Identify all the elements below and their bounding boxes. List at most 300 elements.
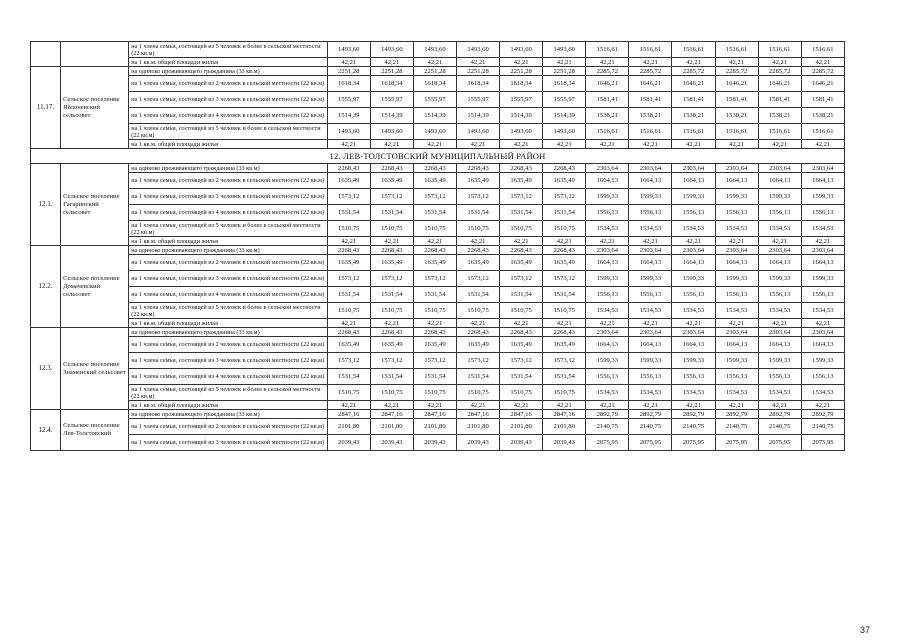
price-cell: 42,21	[543, 319, 586, 328]
row-description: на 1 члена семьи, состоящей из 3 человек в сельской местности (22 кв.м)	[129, 271, 327, 287]
table-row	[31, 67, 845, 76]
price-cell: 42,21	[715, 237, 758, 246]
price-cell: 2303,64	[629, 246, 672, 255]
price-cell: 1556,13	[715, 287, 758, 303]
price-cell: 1556,13	[629, 369, 672, 385]
price-cell: 1516,61	[801, 124, 844, 140]
row-description: на 1 члена семьи, состоящей из 3 человек в сельской местности (22 кв.м)	[129, 189, 327, 205]
price-cell: 2303,64	[715, 246, 758, 255]
row-description: на одиноко проживающего гражданина (33 кв.м)	[129, 246, 327, 255]
price-cell: 42,21	[500, 58, 543, 67]
price-cell: 1599,33	[758, 271, 801, 287]
row-description: на 1 члена семьи, состоящей из 4 человек в сельской местности (22 кв.м)	[129, 108, 327, 124]
table-row	[31, 221, 845, 237]
table-row	[31, 92, 845, 108]
price-cell: 1556,13	[801, 287, 844, 303]
price-cell: 1516,61	[801, 42, 844, 58]
table-row	[31, 246, 845, 255]
price-cell: 1531,54	[370, 205, 413, 221]
price-cell: 1493,60	[370, 124, 413, 140]
price-cell: 2847,16	[370, 410, 413, 419]
table-row	[31, 173, 845, 189]
price-cell: 42,21	[586, 319, 629, 328]
price-cell: 2251,28	[500, 67, 543, 76]
price-cell: 2303,64	[629, 328, 672, 337]
price-cell: 1664,13	[629, 255, 672, 271]
price-cell: 2268,43	[543, 164, 586, 173]
row-description: на 1 члена семьи, состоящей из 3 человек в сельской местности (22 кв.м)	[129, 435, 327, 451]
price-cell: 1556,13	[629, 287, 672, 303]
price-cell: 2847,16	[327, 410, 370, 419]
row-description: на 1 члена семьи, состоящей из 4 человек в сельской местности (22 кв.м)	[129, 369, 327, 385]
price-cell: 2268,43	[500, 164, 543, 173]
price-cell: 1635,49	[413, 337, 456, 353]
price-cell: 2039,43	[543, 435, 586, 451]
price-cell: 1534,53	[758, 385, 801, 401]
price-cell: 2075,95	[629, 435, 672, 451]
price-cell: 1556,13	[758, 205, 801, 221]
price-cell: 1635,49	[413, 173, 456, 189]
price-cell: 1664,13	[758, 337, 801, 353]
index-cell	[31, 42, 61, 67]
price-cell: 1516,61	[758, 124, 801, 140]
price-cell: 42,21	[629, 237, 672, 246]
index-cell: 12.2.	[31, 246, 61, 328]
table-row	[31, 124, 845, 140]
price-cell: 1514,39	[456, 108, 499, 124]
price-cell: 2140,75	[586, 419, 629, 435]
price-cell: 1573,12	[500, 353, 543, 369]
price-cell: 2039,43	[370, 435, 413, 451]
price-cell: 1493,60	[413, 124, 456, 140]
price-cell: 1538,21	[715, 108, 758, 124]
price-cell: 1510,75	[413, 303, 456, 319]
row-description: на 1 члена семьи, состоящей из 4 человек в сельской местности (22 кв.м)	[129, 205, 327, 221]
price-cell: 1534,53	[672, 385, 715, 401]
price-cell: 1534,53	[672, 303, 715, 319]
price-cell: 1493,60	[456, 42, 499, 58]
row-description: на 1 члена семьи, состоящей из 2 человек в сельской местности (22 кв.м)	[129, 255, 327, 271]
price-cell: 1618,34	[327, 76, 370, 92]
price-cell: 1534,53	[586, 385, 629, 401]
price-cell: 1599,33	[758, 353, 801, 369]
price-cell: 42,21	[543, 140, 586, 149]
section-title: 12. ЛЕВ-ТОЛСТОВСКИЙ МУНИЦИПАЛЬНЫЙ РАЙОН	[31, 149, 845, 164]
price-cell: 1514,39	[327, 108, 370, 124]
price-cell: 1516,61	[715, 42, 758, 58]
price-cell: 2268,43	[413, 164, 456, 173]
price-cell: 42,21	[586, 237, 629, 246]
row-description: на одиноко проживающего гражданина (33 кв.м)	[129, 164, 327, 173]
price-cell: 42,21	[543, 237, 586, 246]
price-cell: 1664,13	[586, 255, 629, 271]
price-cell: 1618,34	[500, 76, 543, 92]
price-cell: 1573,12	[327, 189, 370, 205]
price-cell: 2268,43	[327, 164, 370, 173]
price-table-sheet	[30, 41, 845, 589]
settlement-name-cell: Сельское поселение Гагаринский сельсовет	[61, 164, 129, 246]
price-cell: 1618,34	[370, 76, 413, 92]
price-cell: 42,21	[629, 140, 672, 149]
price-cell: 1635,49	[500, 173, 543, 189]
price-cell: 2268,43	[500, 328, 543, 337]
price-cell: 1664,13	[715, 337, 758, 353]
price-cell: 1556,13	[715, 205, 758, 221]
price-cell: 1635,49	[370, 173, 413, 189]
price-cell: 1538,21	[758, 108, 801, 124]
price-cell: 2285,72	[586, 67, 629, 76]
price-cell: 42,21	[456, 58, 499, 67]
price-cell: 1646,21	[715, 76, 758, 92]
price-cell: 1555,97	[543, 92, 586, 108]
price-cell: 1581,41	[586, 92, 629, 108]
price-cell: 1635,49	[327, 337, 370, 353]
index-cell: 11.17.	[31, 67, 61, 149]
price-cell: 1664,13	[801, 173, 844, 189]
price-cell: 1510,75	[413, 385, 456, 401]
price-cell: 1516,61	[629, 124, 672, 140]
price-cell: 42,21	[500, 237, 543, 246]
price-cell: 1514,39	[500, 108, 543, 124]
price-cell: 1556,13	[758, 287, 801, 303]
price-cell: 2251,28	[327, 67, 370, 76]
price-cell: 1664,13	[672, 337, 715, 353]
price-cell: 42,21	[672, 319, 715, 328]
price-cell: 42,21	[370, 140, 413, 149]
price-cell: 1664,13	[758, 173, 801, 189]
price-cell: 1581,41	[715, 92, 758, 108]
price-cell: 2268,43	[327, 328, 370, 337]
table-row	[31, 410, 845, 419]
price-cell: 1635,49	[370, 337, 413, 353]
price-cell: 42,21	[413, 58, 456, 67]
price-cell: 2268,43	[456, 246, 499, 255]
price-cell: 1531,54	[543, 205, 586, 221]
price-cell: 1531,54	[543, 287, 586, 303]
table-row	[31, 140, 845, 149]
price-cell: 1573,12	[500, 271, 543, 287]
price-cell: 1573,12	[370, 353, 413, 369]
price-cell: 2251,28	[456, 67, 499, 76]
price-cell: 42,21	[672, 58, 715, 67]
table-row	[31, 58, 845, 67]
price-cell: 1573,12	[370, 189, 413, 205]
price-cell: 1534,53	[715, 221, 758, 237]
price-cell: 1555,97	[413, 92, 456, 108]
price-cell: 2268,43	[370, 164, 413, 173]
price-cell: 42,21	[543, 401, 586, 410]
price-cell: 1581,41	[672, 92, 715, 108]
price-cell: 2268,43	[543, 246, 586, 255]
index-cell: 12.3.	[31, 328, 61, 410]
table-row	[31, 189, 845, 205]
price-cell: 1573,12	[327, 353, 370, 369]
price-cell: 2892,79	[715, 410, 758, 419]
price-cell: 1538,21	[672, 108, 715, 124]
price-cell: 42,21	[413, 401, 456, 410]
price-cell: 1555,97	[500, 92, 543, 108]
price-cell: 1510,75	[456, 303, 499, 319]
price-cell: 2268,43	[327, 246, 370, 255]
price-cell: 1599,33	[586, 189, 629, 205]
price-cell: 1538,21	[629, 108, 672, 124]
price-cell: 1581,41	[801, 92, 844, 108]
price-cell: 1635,49	[500, 255, 543, 271]
price-cell: 1534,53	[629, 221, 672, 237]
table-row	[31, 385, 845, 401]
price-cell: 1599,33	[715, 189, 758, 205]
price-cell: 2268,43	[370, 328, 413, 337]
price-cell: 42,21	[672, 237, 715, 246]
price-cell: 2285,72	[629, 67, 672, 76]
price-cell: 2303,64	[672, 328, 715, 337]
price-cell: 1510,75	[543, 303, 586, 319]
price-cell: 1531,54	[327, 369, 370, 385]
price-cell: 42,21	[456, 237, 499, 246]
settlement-name-cell: Сельское поселение Яблоневский сельсовет	[61, 67, 129, 149]
price-cell: 1556,13	[801, 369, 844, 385]
price-cell: 1514,39	[543, 108, 586, 124]
price-cell: 1573,12	[456, 189, 499, 205]
table-row	[31, 369, 845, 385]
price-cell: 42,21	[715, 58, 758, 67]
price-cell: 42,21	[715, 140, 758, 149]
price-cell: 2303,64	[586, 164, 629, 173]
price-cell: 1534,53	[758, 303, 801, 319]
row-description: на одиноко проживающего гражданина (33 кв.м)	[129, 67, 327, 76]
price-cell: 1534,53	[586, 221, 629, 237]
price-cell: 1618,34	[543, 76, 586, 92]
price-cell: 1635,49	[327, 173, 370, 189]
price-cell: 42,21	[801, 58, 844, 67]
price-cell: 2847,16	[413, 410, 456, 419]
price-cell: 1555,97	[327, 92, 370, 108]
settlement-name-cell: Сельское поселение Лев-Толстовский	[61, 410, 129, 451]
price-cell: 1599,33	[629, 271, 672, 287]
row-description: на 1 кв.м. общей площади жилья	[129, 58, 327, 67]
row-description: на одиноко проживающего гражданина (33 кв.м)	[129, 410, 327, 419]
row-description: на 1 члена семьи, состоящей из 5 человек и более в сельской местности (22 кв.м)	[129, 221, 327, 237]
row-description: на 1 члена семьи, состоящей из 2 человек в сельской местности (22 кв.м)	[129, 173, 327, 189]
price-cell: 1573,12	[543, 271, 586, 287]
price-cell: 2892,79	[801, 410, 844, 419]
row-description: на 1 члена семьи, состоящей из 2 человек в сельской местности (22 кв.м)	[129, 419, 327, 435]
price-cell: 1531,54	[327, 287, 370, 303]
price-cell: 2268,43	[543, 328, 586, 337]
price-cell: 2101,80	[327, 419, 370, 435]
price-cell: 42,21	[629, 58, 672, 67]
row-description: на 1 члена семьи, состоящей из 2 человек в сельской местности (22 кв.м)	[129, 337, 327, 353]
price-cell: 1664,13	[715, 255, 758, 271]
price-cell: 1493,60	[543, 124, 586, 140]
price-cell: 1599,33	[672, 189, 715, 205]
price-cell: 1646,21	[629, 76, 672, 92]
price-cell: 42,21	[500, 140, 543, 149]
price-cell: 2039,43	[456, 435, 499, 451]
price-cell: 42,21	[758, 401, 801, 410]
price-cell: 42,21	[327, 401, 370, 410]
table-row	[31, 205, 845, 221]
price-cell: 1493,60	[500, 42, 543, 58]
price-cell: 1599,33	[672, 353, 715, 369]
settlement-name-cell	[61, 42, 129, 67]
price-cell: 2268,43	[370, 246, 413, 255]
price-cell: 42,21	[413, 140, 456, 149]
price-cell: 1635,49	[456, 337, 499, 353]
price-cell: 2303,64	[758, 164, 801, 173]
price-cell: 2285,72	[801, 67, 844, 76]
price-cell: 2251,28	[543, 67, 586, 76]
price-cell: 1664,13	[629, 173, 672, 189]
price-cell: 1646,21	[586, 76, 629, 92]
price-cell: 2303,64	[758, 328, 801, 337]
price-cell: 1534,53	[801, 303, 844, 319]
price-cell: 1534,53	[715, 303, 758, 319]
price-cell: 1534,53	[801, 221, 844, 237]
price-cell: 1573,12	[413, 271, 456, 287]
price-cell: 42,21	[758, 319, 801, 328]
price-cell: 1664,13	[715, 173, 758, 189]
price-cell: 1646,21	[801, 76, 844, 92]
price-cell: 42,21	[543, 58, 586, 67]
price-cell: 2268,43	[456, 164, 499, 173]
price-cell: 1510,75	[543, 385, 586, 401]
price-cell: 42,21	[715, 319, 758, 328]
price-cell: 1599,33	[586, 353, 629, 369]
price-cell: 1510,75	[327, 385, 370, 401]
price-cell: 1618,34	[413, 76, 456, 92]
price-cell: 2101,80	[543, 419, 586, 435]
price-cell: 1531,54	[500, 205, 543, 221]
row-description: на 1 кв.м. общей площади жилья	[129, 140, 327, 149]
price-cell: 1531,54	[413, 287, 456, 303]
price-cell: 1516,61	[586, 124, 629, 140]
price-cell: 1510,75	[500, 303, 543, 319]
price-cell: 1493,60	[327, 42, 370, 58]
price-cell: 1573,12	[456, 353, 499, 369]
price-cell: 1573,12	[327, 271, 370, 287]
settlement-name-cell: Сельское поселение Домачевский сельсовет	[61, 246, 129, 328]
table-row	[31, 271, 845, 287]
price-cell: 42,21	[327, 140, 370, 149]
price-cell: 1531,54	[413, 205, 456, 221]
price-cell: 1556,13	[758, 369, 801, 385]
price-cell: 2251,28	[370, 67, 413, 76]
price-cell: 1531,54	[500, 369, 543, 385]
price-cell: 42,21	[801, 140, 844, 149]
row-description: на 1 члена семьи, состоящей из 5 человек и более в сельской местности (22 кв.м)	[129, 42, 327, 58]
price-cell: 1635,49	[413, 255, 456, 271]
price-cell: 1531,54	[456, 287, 499, 303]
price-cell: 42,21	[801, 319, 844, 328]
price-cell: 2303,64	[629, 164, 672, 173]
price-cell: 42,21	[456, 401, 499, 410]
price-cell: 1514,39	[413, 108, 456, 124]
price-cell: 1493,60	[500, 124, 543, 140]
price-cell: 2039,43	[327, 435, 370, 451]
price-cell: 1664,13	[586, 173, 629, 189]
price-cell: 1516,61	[715, 124, 758, 140]
price-cell: 1510,75	[500, 385, 543, 401]
price-cell: 1534,53	[586, 303, 629, 319]
price-cell: 1556,13	[672, 205, 715, 221]
row-description: на 1 члена семьи, состоящей из 5 человек и более в сельской местности (22 кв.м)	[129, 124, 327, 140]
price-cell: 1635,49	[543, 337, 586, 353]
price-cell: 42,21	[672, 140, 715, 149]
price-cell: 1599,33	[629, 353, 672, 369]
table-body	[31, 42, 845, 451]
price-cell: 1635,49	[543, 255, 586, 271]
price-cell: 1531,54	[456, 205, 499, 221]
row-description: на 1 члена семьи, состоящей из 5 человек и более в сельской местности (22 кв.м)	[129, 385, 327, 401]
table-row	[31, 435, 845, 451]
price-cell: 2268,43	[456, 328, 499, 337]
index-cell: 12.4.	[31, 410, 61, 451]
row-description: на одиноко проживающего гражданина (33 кв.м)	[129, 328, 327, 337]
price-cell: 2892,79	[586, 410, 629, 419]
price-cell: 1510,75	[456, 221, 499, 237]
price-cell: 1635,49	[456, 173, 499, 189]
price-cell: 1556,13	[629, 205, 672, 221]
price-cell: 1664,13	[672, 255, 715, 271]
price-cell: 1516,61	[629, 42, 672, 58]
price-cell: 1556,13	[672, 287, 715, 303]
price-cell: 2075,95	[715, 435, 758, 451]
price-cell: 2892,79	[672, 410, 715, 419]
price-cell: 2303,64	[801, 246, 844, 255]
price-cell: 1599,33	[586, 271, 629, 287]
table-row	[31, 419, 845, 435]
price-cell: 2285,72	[758, 67, 801, 76]
price-cell: 42,21	[801, 401, 844, 410]
table-row	[31, 337, 845, 353]
price-cell: 2140,75	[629, 419, 672, 435]
row-description: на 1 кв.м. общей площади жилья	[129, 237, 327, 246]
price-cell: 1531,54	[413, 369, 456, 385]
price-cell: 2847,16	[500, 410, 543, 419]
price-cell: 2268,43	[500, 246, 543, 255]
price-cell: 42,21	[327, 319, 370, 328]
price-cell: 2303,64	[801, 164, 844, 173]
price-cell: 1534,53	[801, 385, 844, 401]
price-cell: 42,21	[500, 319, 543, 328]
price-cell: 42,21	[758, 237, 801, 246]
table-row	[31, 42, 845, 58]
price-cell: 1510,75	[370, 385, 413, 401]
price-cell: 1573,12	[543, 353, 586, 369]
row-description: на 1 члена семьи, состоящей из 3 человек в сельской местности (22 кв.м)	[129, 353, 327, 369]
price-cell: 42,21	[500, 401, 543, 410]
table-row	[31, 303, 845, 319]
table-row	[31, 401, 845, 410]
table-row	[31, 76, 845, 92]
price-cell: 1510,75	[413, 221, 456, 237]
price-cell: 1635,49	[327, 255, 370, 271]
price-cell: 1573,12	[413, 189, 456, 205]
price-cell: 1516,61	[672, 124, 715, 140]
price-cell: 42,21	[586, 140, 629, 149]
price-cell: 1664,13	[629, 337, 672, 353]
price-cell: 1510,75	[456, 385, 499, 401]
price-cell: 1599,33	[715, 353, 758, 369]
price-cell: 2892,79	[629, 410, 672, 419]
price-cell: 1531,54	[500, 287, 543, 303]
price-cell: 1514,39	[370, 108, 413, 124]
price-cell: 1664,13	[801, 337, 844, 353]
table-row	[31, 108, 845, 124]
price-cell: 2075,95	[586, 435, 629, 451]
price-cell: 42,21	[715, 401, 758, 410]
